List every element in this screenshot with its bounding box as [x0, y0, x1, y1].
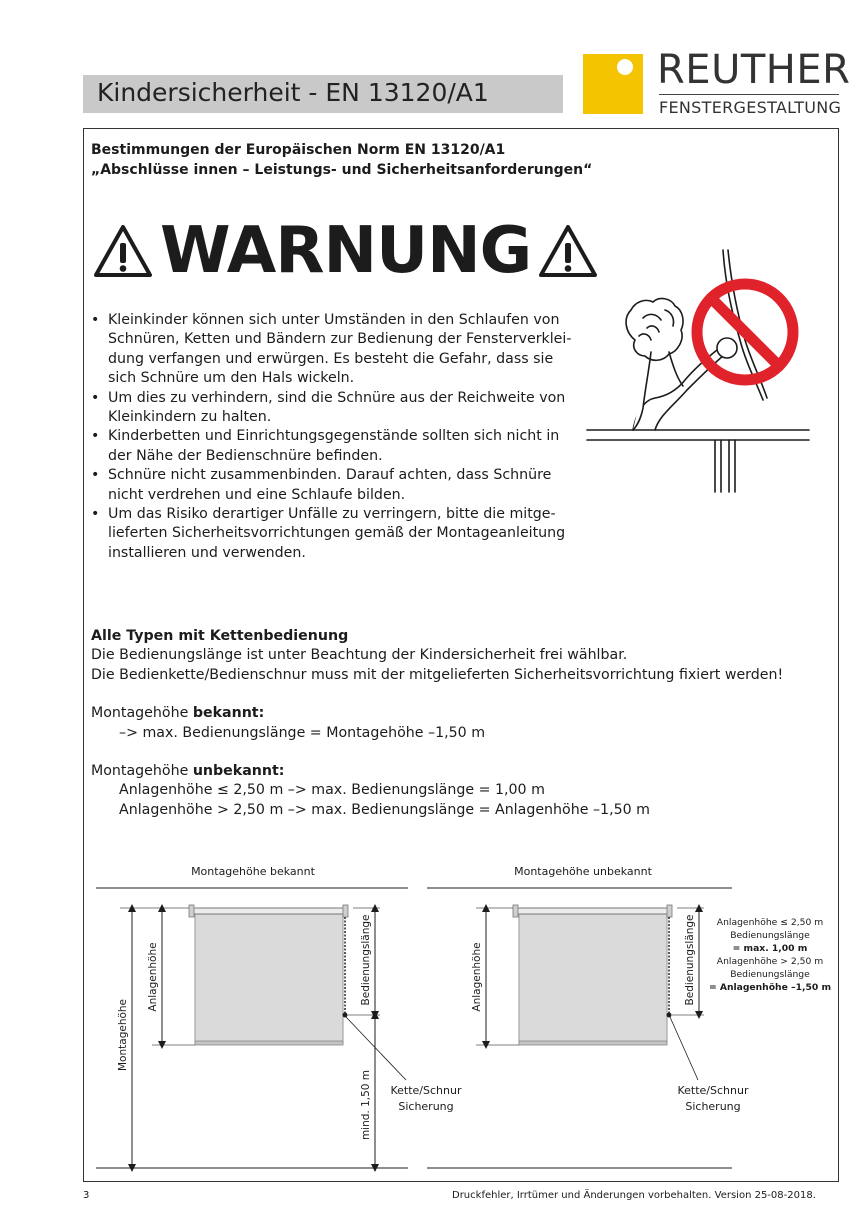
min-height-label: mind. 1,50 m: [360, 1069, 372, 1141]
safety-label: Sicherung: [398, 1100, 454, 1113]
warning-heading: [92, 216, 599, 286]
unknown-heading: [91, 762, 783, 781]
system-height-label: Anlagenhöhe: [147, 942, 159, 1012]
diagram-title: Montagehöhe bekannt: [191, 865, 315, 878]
warning-word: WARNUNG: [160, 214, 532, 288]
list-item: • Schnüre nicht zusammenbinden. Darauf achten, dass Schnüre nicht verdrehen und eine Schlaufe bilden.: [91, 466, 581, 505]
system-height-label: Anlagenhöhe: [471, 942, 483, 1012]
unknown-rule-1: Anlagenhöhe ≤ 2,50 m –> max. Bedienungslänge = 1,00 m: [119, 782, 545, 799]
safety-label: Sicherung: [685, 1100, 741, 1113]
chain-heading: Alle Typen mit Kettenbedienung: [91, 628, 349, 644]
norm-line-1: Bestimmungen der Europäischen Norm EN 13120/A1: [91, 142, 506, 158]
logo-dot: [617, 59, 633, 75]
known-heading: [91, 704, 783, 723]
known-rule: –> max. Bedienungslänge = Montagehöhe –1,50 m: [119, 724, 486, 741]
note-line: = Anlagenhöhe –1,50 m: [708, 982, 832, 993]
norm-line-2: „Abschlüsse innen – Leistungs- und Sicherheitsanforderungen“: [91, 162, 593, 178]
height-note: [709, 917, 831, 993]
chain-label: Kette/Schnur: [390, 1084, 462, 1097]
note-line: = max. 1,00 m: [732, 943, 808, 954]
bracket-left: [189, 905, 194, 917]
note-line: Bedienungslänge: [730, 930, 810, 941]
operating-length-label: Bedienungslänge: [360, 914, 372, 1006]
list-item: • Kinderbetten und Einrichtungsgegenstände sollten sich nicht in der Nähe der Bedienschnüre befinden.: [91, 427, 581, 466]
safety-device-icon: [343, 1013, 348, 1018]
logo-divider: [659, 94, 839, 95]
unknown-label: Montagehöhe: [91, 762, 193, 779]
footer-disclaimer: Druckfehler, Irrtümer und Änderungen vorbehalten. Version 25-08-2018.: [452, 1190, 816, 1201]
diagram-known: [96, 865, 462, 1168]
bracket-left: [513, 905, 518, 917]
page-number: 3: [83, 1190, 90, 1201]
blind-bottom-bar: [195, 1041, 343, 1045]
chain-text-1: Die Bedienungslänge ist unter Beachtung der Kindersicherheit frei wählbar.: [91, 647, 628, 664]
mounting-height-label: Montagehöhe: [117, 998, 129, 1072]
safety-device-icon: [667, 1013, 672, 1018]
warning-triangle-icon: [92, 223, 154, 279]
unknown-bold: unbekannt:: [192, 762, 285, 779]
blind-bottom-bar: [519, 1041, 667, 1045]
callout-line: [346, 1017, 406, 1080]
blind-roller: [191, 908, 347, 914]
chain-label: Kette/Schnur: [677, 1084, 749, 1097]
page-title: Kindersicherheit - EN 13120/A1: [97, 78, 489, 107]
known-label: Montagehöhe: [91, 705, 193, 722]
unknown-rule-2: Anlagenhöhe > 2,50 m –> max. Bedienungslänge = Anlagenhöhe –1,50 m: [119, 801, 650, 818]
bracket-right: [667, 905, 672, 917]
warning-list: [91, 311, 581, 563]
chain-operation-section: [91, 627, 783, 820]
child-figure: [626, 299, 737, 430]
logo-subtitle: FENSTERGESTALTUNG: [659, 98, 842, 117]
logo-square: [583, 54, 643, 114]
note-line: Anlagenhöhe > 2,50 m: [716, 956, 824, 967]
note-line: Bedienungslänge: [730, 969, 810, 980]
blind-fabric: [195, 913, 343, 1043]
diagram-title: Montagehöhe unbekannt: [514, 865, 652, 878]
prohibition-sign-icon: [697, 284, 793, 380]
chain-text-2: Die Bedienkette/Bedienschnur muss mit der mitgelieferten Sicherheitsvorrichtung fixiert werden!: [91, 666, 784, 683]
blind-fabric: [519, 913, 667, 1043]
note-line: Anlagenhöhe ≤ 2,50 m: [716, 917, 824, 928]
list-item: • Kleinkinder können sich unter Umständen in den Schlaufen von Schnüren, Ketten und Bändern zur Bedienung der Fensterverklei-dung verfangen und erwürgen. Es besteht die Gefahr, dass sie sich Schnüre um den Hals wickeln.: [91, 311, 581, 389]
operating-length-label: Bedienungslänge: [684, 914, 696, 1006]
known-bold: bekannt:: [192, 705, 265, 722]
list-item: • Um das Risiko derartiger Unfälle zu verringern, bitte die mitge-lieferten Sicherheitsvorrichtungen gemäß der Montageanleitung installieren und verwenden.: [91, 505, 581, 563]
list-item: • Um dies zu verhindern, sind die Schnüre aus der Reichweite von Kleinkindern zu halten.: [91, 389, 581, 428]
child-cord-prohibition-illustration: [585, 240, 815, 520]
norm-heading: [91, 140, 592, 180]
callout-line: [670, 1017, 698, 1080]
diagram-unknown: [427, 865, 831, 1168]
logo-name: REUTHER: [657, 47, 851, 93]
bracket-right: [343, 905, 348, 917]
window-sill: [587, 430, 809, 492]
blind-roller: [515, 908, 671, 914]
mounting-height-diagrams: [90, 855, 840, 1185]
